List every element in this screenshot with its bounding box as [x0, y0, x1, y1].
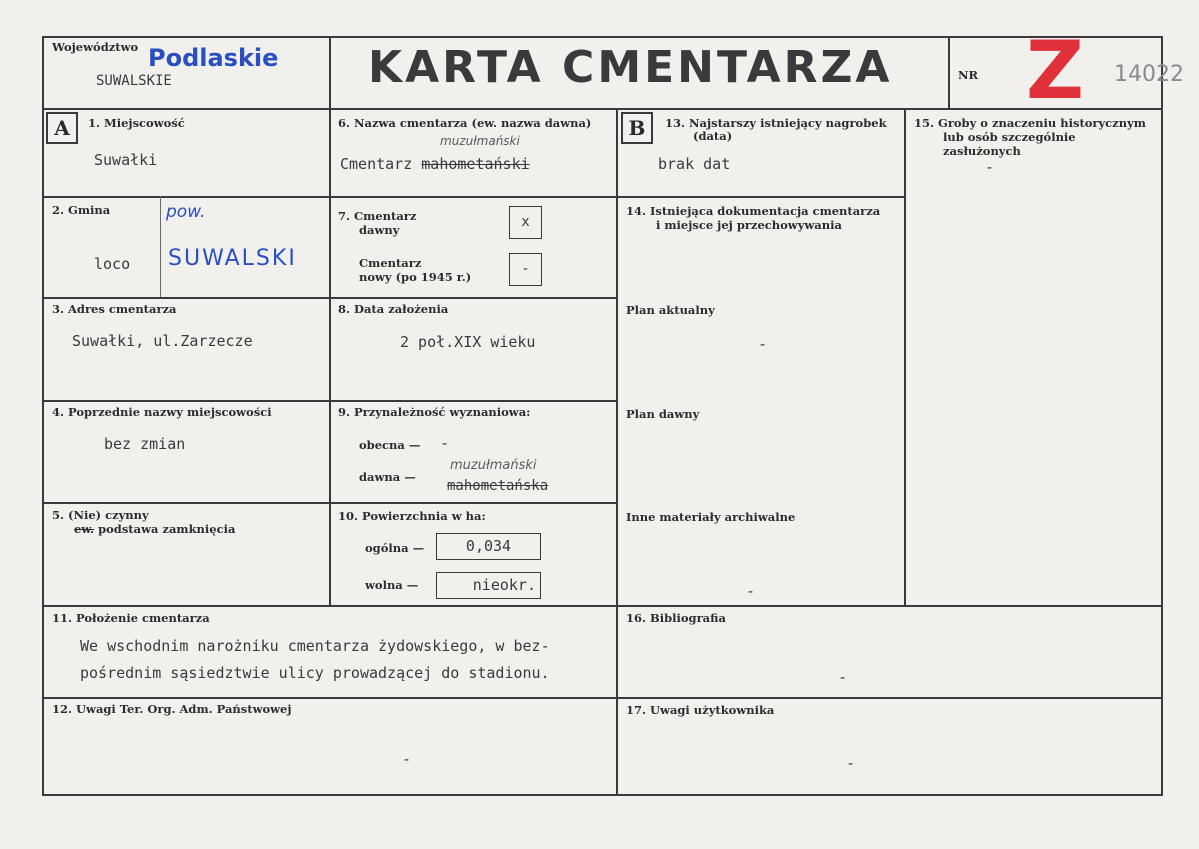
field-7-nowy-sublabel: nowy (po 1945 r.) [359, 270, 472, 284]
field-1-value: Suwałki [94, 151, 158, 169]
field-1-label: 1. Miejscowość [88, 116, 185, 130]
field-14-label: 14. Istniejąca dokumentacja cmentarza [626, 204, 881, 218]
field-12-value: - [402, 750, 412, 768]
plan-dawny-label: Plan dawny [626, 407, 700, 421]
nr-handwritten: 14022 [1114, 62, 1184, 87]
nr-label: NR [958, 68, 979, 82]
field-10-wolna-label: wolna — [365, 578, 419, 592]
field-9-dawna-value: mahometańska [447, 478, 549, 494]
wojewodztwo-stamp: Podlaskie [148, 44, 279, 72]
field-9-label: 9. Przynależność wyznaniowa: [338, 405, 531, 419]
field-11-label: 11. Położenie cmentarza [52, 611, 210, 625]
field-15-sublabel: lub osób szczególnie [943, 130, 1076, 144]
field-2-hand-prefix: pow. [166, 202, 206, 222]
card-title: KARTA CMENTARZA [368, 42, 893, 93]
field-17-label: 17. Uwagi użytkownika [626, 703, 775, 717]
field-12-label: 12. Uwagi Ter. Org. Adm. Państwowej [52, 702, 292, 716]
field-8-label: 8. Data założenia [338, 302, 449, 316]
field-9-dawna-label: dawna — [359, 470, 416, 484]
field-16-value: - [838, 668, 848, 686]
field-10-ogolna-value: 0,034 [436, 533, 541, 560]
divider [42, 697, 1163, 699]
field-15-label: 15. Groby o znaczeniu historycznym [914, 116, 1146, 130]
field-6-value [340, 155, 530, 173]
field-5-label: 5. (Nie) czynny [52, 508, 149, 522]
plan-aktualny-label: Plan aktualny [626, 303, 715, 317]
field-6-hand-correction: muzułmański [440, 134, 520, 148]
field-2-value: loco [94, 255, 131, 273]
divider [329, 36, 331, 606]
field-3-value: Suwałki, ul.Zarzecze [72, 332, 253, 350]
field-15-value: - [985, 158, 995, 176]
divider [42, 108, 1163, 110]
nr-letter-stamp: Z [1026, 24, 1085, 117]
wojewodztwo-label: Województwo [52, 40, 139, 54]
field-3-label: 3. Adres cmentarza [52, 302, 177, 316]
inne-materialy-label: Inne materiały archiwalne [626, 510, 796, 524]
plan-aktualny-value: - [758, 335, 768, 353]
divider [42, 400, 616, 402]
field-8-value: 2 poł.XIX wieku [400, 333, 536, 351]
divider [948, 36, 950, 108]
wojewodztwo-value: SUWALSKIE [96, 73, 172, 89]
field-6-value-prefix: Cmentarz [340, 155, 422, 173]
field-7-dawny-label: dawny [359, 223, 400, 237]
divider [42, 297, 616, 299]
divider [616, 196, 904, 198]
field-5-label-rest: podstawa zamknięcia [94, 522, 236, 536]
field-10-ogolna-label: ogólna — [365, 541, 425, 555]
field-7-nowy-label: Cmentarz [359, 256, 422, 270]
field-11-line2: pośrednim sąsiedztwie ulicy prowadzącej do stadionu. [80, 664, 550, 682]
field-2-label: 2. Gmina [52, 203, 111, 217]
divider [904, 108, 906, 606]
field-6-value-struck: mahometański [421, 155, 530, 173]
field-5-label-line2 [74, 522, 235, 536]
field-9-obecna-label: obecna — [359, 438, 421, 452]
field-10-wolna-value: nieokr. [436, 572, 541, 599]
field-14-sublabel: i miejsce jej przechowywania [656, 218, 842, 232]
field-6-label: 6. Nazwa cmentarza (ew. nazwa dawna) [338, 116, 592, 130]
divider [160, 196, 161, 297]
divider [42, 502, 616, 504]
field-16-label: 16. Bibliografia [626, 611, 726, 625]
field-7-label: 7. Cmentarz [338, 209, 417, 223]
field-13-label: 13. Najstarszy istniejący nagrobek [665, 116, 887, 130]
dawny-checkbox: x [509, 206, 542, 239]
divider [42, 605, 1163, 607]
divider [616, 108, 618, 796]
field-4-value: bez zmian [104, 435, 186, 453]
field-4-label: 4. Poprzednie nazwy miejscowości [52, 405, 272, 419]
field-11-line1: We wschodnim narożniku cmentarza żydowskiego, w bez- [80, 637, 550, 655]
inne-materialy-value: - [746, 582, 756, 600]
divider [42, 196, 616, 198]
field-5-struck-text: ew. [74, 522, 95, 536]
nowy-checkbox: - [509, 253, 542, 286]
field-17-value: - [846, 754, 856, 772]
field-9-hand-correction: muzułmański [450, 458, 537, 473]
field-13-value: brak dat [658, 155, 731, 173]
field-10-label: 10. Powierzchnia w ha: [338, 509, 486, 523]
section-a-marker: A [46, 112, 78, 144]
field-9-obecna-value: - [440, 434, 450, 452]
section-b-marker: B [621, 112, 653, 144]
field-15-sublabel-2: zasłużonych [943, 144, 1021, 158]
field-13-sublabel: (data) [693, 129, 733, 143]
field-2-stamp: SUWALSKI [168, 246, 297, 271]
